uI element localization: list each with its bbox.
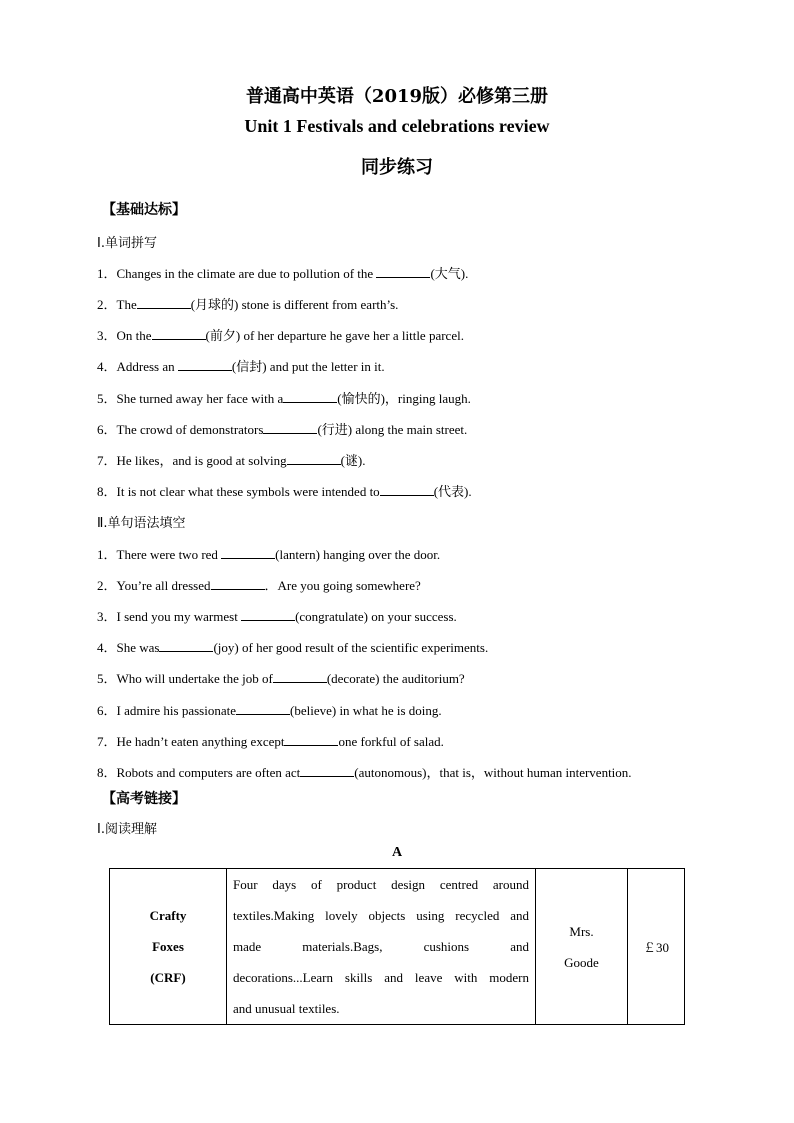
price-cell: ￡30 (628, 869, 685, 1025)
part1-heading: Ⅰ.单词拼写 (97, 236, 157, 251)
title-book: 普通高中英语（2019版）必修第三册 (245, 86, 549, 107)
answer-blank[interactable] (284, 735, 338, 746)
table-row (110, 869, 685, 1025)
description-line: Four days of product design centred around (233, 877, 529, 892)
answer-blank[interactable] (137, 298, 191, 309)
section-exam-heading: 【高考链接】 (102, 791, 186, 807)
teacher-cell (536, 869, 628, 1025)
course-name-line: Foxes (152, 939, 184, 954)
grammar-item: 8．Robots and computers are often act (autonomous)，that is，without human intervention. (97, 765, 632, 780)
teacher-line: Goode (564, 954, 599, 970)
description-line: and unusual textiles. (233, 1001, 340, 1016)
answer-blank[interactable] (263, 423, 317, 434)
grammar-item: 3．I send you my warmest (congratulate) on your success. (97, 609, 457, 624)
title-practice: 同步练习 (361, 157, 433, 178)
grammar-item: 7．He hadn’t eaten anything except one forkful of salad. (97, 734, 444, 749)
section-basic-heading: 【基础达标】 (102, 202, 186, 218)
answer-blank[interactable] (287, 454, 341, 465)
spelling-item: 2．The (月球的) stone is different from earth’s. (97, 297, 399, 312)
grammar-item: 1．There were two red (lantern) hanging over the door. (97, 547, 441, 562)
course-table (109, 868, 685, 1025)
answer-blank[interactable] (273, 672, 327, 683)
spelling-item: 8．It is not clear what these symbols were intended to (代表). (97, 484, 472, 499)
grammar-item: 2．You’re all dressed ．Are you going somewhere? (97, 578, 421, 593)
grammar-item: 6．I admire his passionate (believe) in what he is doing. (97, 703, 442, 718)
course-description-cell (227, 869, 536, 1025)
answer-blank[interactable] (241, 610, 295, 621)
spelling-item: 3．On the (前夕) of her departure he gave her a little parcel. (97, 328, 464, 343)
answer-blank[interactable] (152, 329, 206, 340)
spelling-item: 6．The crowd of demonstrators (行进) along the main street. (97, 422, 468, 437)
description-line: textiles.Making lovely objects using recycled and (233, 908, 529, 923)
teacher-line: Mrs. (569, 923, 594, 939)
answer-blank[interactable] (376, 267, 430, 278)
spelling-item: 5．She turned away her face with a (愉快的)，ringing laugh. (97, 391, 471, 406)
part2-heading: Ⅱ.单句语法填空 (97, 516, 186, 531)
reading-heading: Ⅰ.阅读理解 (97, 822, 157, 837)
grammar-item: 4．She was (joy) of her good result of the scientific experiments. (97, 640, 489, 655)
course-name-line: Crafty (149, 908, 187, 923)
answer-blank[interactable] (211, 579, 265, 590)
spelling-item: 4．Address an (信封) and put the letter in it. (97, 359, 385, 374)
title-unit: Unit 1 Festivals and celebrations review (244, 116, 550, 136)
answer-blank[interactable] (380, 485, 434, 496)
answer-blank[interactable] (236, 704, 290, 715)
answer-blank[interactable] (300, 766, 354, 777)
course-name-cell (110, 869, 227, 1025)
answer-blank[interactable] (178, 360, 232, 371)
passage-label: A (391, 845, 403, 860)
course-name-line: (CRF) (150, 970, 186, 985)
answer-blank[interactable] (159, 641, 213, 652)
spelling-item: 1．Changes in the climate are due to pollution of the (大气). (97, 266, 469, 281)
description-line: decorations...Learn skills and leave with modern (233, 970, 529, 985)
spelling-item: 7．He likes，and is good at solving (谜). (97, 453, 366, 468)
answer-blank[interactable] (221, 548, 275, 559)
description-line: made materials.Bags, cushions and (233, 939, 529, 954)
grammar-item: 5．Who will undertake the job of (decorate) the auditorium? (97, 671, 465, 686)
answer-blank[interactable] (283, 392, 337, 403)
